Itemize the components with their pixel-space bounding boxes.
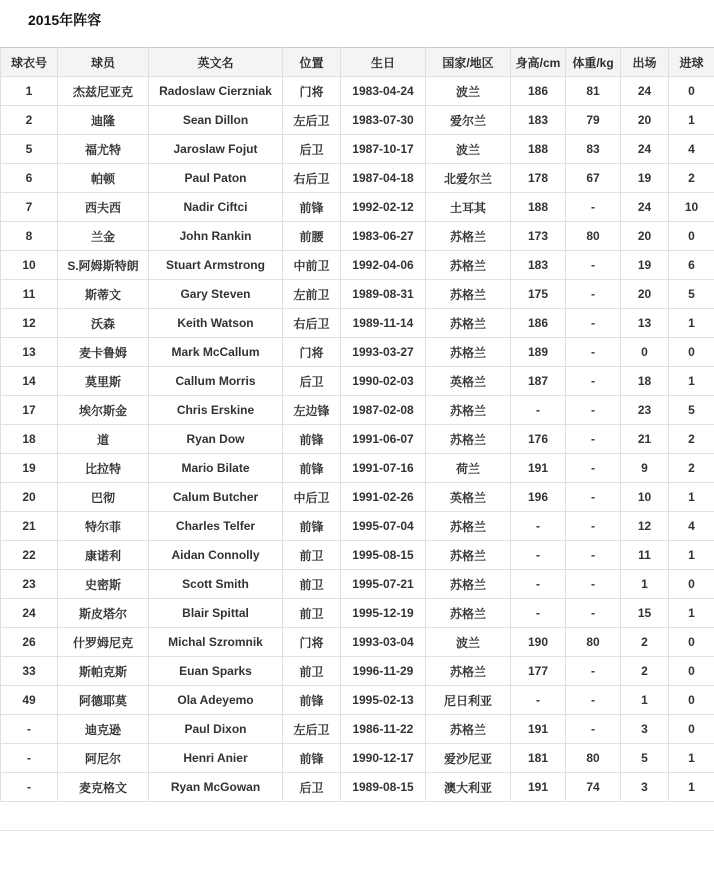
table-row <box>1 454 714 483</box>
cell: 苏格兰 <box>426 280 511 309</box>
cell: 尼日利亚 <box>426 686 511 715</box>
cell: 183 <box>511 106 566 135</box>
cell: 1992-02-12 <box>341 193 426 222</box>
cell: 1 <box>669 541 714 570</box>
cell: 191 <box>511 715 566 744</box>
cell: 波兰 <box>426 135 511 164</box>
cell: Euan Sparks <box>149 657 283 686</box>
cell: 1990-02-03 <box>341 367 426 396</box>
cell: 1993-03-27 <box>341 338 426 367</box>
cell: 12 <box>621 512 669 541</box>
cell: 188 <box>511 193 566 222</box>
cell: 186 <box>511 309 566 338</box>
cell: 21 <box>621 425 669 454</box>
cell: 莫里斯 <box>58 367 149 396</box>
cell: 兰金 <box>58 222 149 251</box>
table-row <box>1 396 714 425</box>
cell: 1983-07-30 <box>341 106 426 135</box>
cell: 24 <box>621 77 669 106</box>
cell: Michal Szromnik <box>149 628 283 657</box>
cell: 左边锋 <box>283 396 341 425</box>
cell: - <box>566 570 621 599</box>
table-row <box>1 425 714 454</box>
cell: 20 <box>621 106 669 135</box>
table-row <box>1 106 714 135</box>
cell: 0 <box>669 686 714 715</box>
cell: 北爱尔兰 <box>426 164 511 193</box>
cell: 8 <box>1 222 58 251</box>
cell: 前腰 <box>283 222 341 251</box>
cell: 2 <box>669 454 714 483</box>
cell: 康诺利 <box>58 541 149 570</box>
cell: Sean Dillon <box>149 106 283 135</box>
cell: 阿尼尔 <box>58 744 149 773</box>
cell: 苏格兰 <box>426 425 511 454</box>
cell: - <box>566 251 621 280</box>
table-row <box>1 715 714 744</box>
cell: 爱沙尼亚 <box>426 744 511 773</box>
header-row <box>1 48 714 77</box>
cell: S.阿姆斯特朗 <box>58 251 149 280</box>
cell: 道 <box>58 425 149 454</box>
cell: 前锋 <box>283 193 341 222</box>
cell: 苏格兰 <box>426 222 511 251</box>
cell: 2 <box>669 164 714 193</box>
cell: - <box>566 396 621 425</box>
cell: 2 <box>669 425 714 454</box>
cell: 斯蒂文 <box>58 280 149 309</box>
cell: Ryan McGowan <box>149 773 283 802</box>
cell: 1995-07-21 <box>341 570 426 599</box>
cell: 33 <box>1 657 58 686</box>
cell: 斯皮塔尔 <box>58 599 149 628</box>
cell: 门将 <box>283 77 341 106</box>
cell: 土耳其 <box>426 193 511 222</box>
cell: 74 <box>566 773 621 802</box>
cell: - <box>566 338 621 367</box>
cell: Calum Butcher <box>149 483 283 512</box>
cell: 15 <box>621 599 669 628</box>
cell: Chris Erskine <box>149 396 283 425</box>
cell: 波兰 <box>426 628 511 657</box>
cell: 0 <box>669 657 714 686</box>
cell: - <box>566 657 621 686</box>
cell: 前锋 <box>283 512 341 541</box>
cell: - <box>566 309 621 338</box>
cell: 83 <box>566 135 621 164</box>
table-row <box>1 657 714 686</box>
cell: 苏格兰 <box>426 715 511 744</box>
cell: 英格兰 <box>426 483 511 512</box>
cell: 中前卫 <box>283 251 341 280</box>
cell: 17 <box>1 396 58 425</box>
cell: 187 <box>511 367 566 396</box>
cell: 1989-11-14 <box>341 309 426 338</box>
cell: 1991-07-16 <box>341 454 426 483</box>
cell: - <box>511 396 566 425</box>
cell: 斯帕克斯 <box>58 657 149 686</box>
cell: Radoslaw Cierzniak <box>149 77 283 106</box>
cell: 1 <box>669 106 714 135</box>
cell: John Rankin <box>149 222 283 251</box>
cell: Mario Bilate <box>149 454 283 483</box>
cell: 2 <box>621 628 669 657</box>
cell: 4 <box>669 135 714 164</box>
cell: Paul Dixon <box>149 715 283 744</box>
cell: 190 <box>511 628 566 657</box>
cell: Gary Steven <box>149 280 283 309</box>
cell: Callum Morris <box>149 367 283 396</box>
table-row <box>1 280 714 309</box>
cell: 爱尔兰 <box>426 106 511 135</box>
cell: 6 <box>669 251 714 280</box>
cell: 杰兹尼亚克 <box>58 77 149 106</box>
page-title: 2015年阵容 <box>28 12 102 28</box>
cell: 0 <box>669 77 714 106</box>
cell: 左后卫 <box>283 715 341 744</box>
cell: - <box>511 599 566 628</box>
cell: 1 <box>669 367 714 396</box>
cell: 前锋 <box>283 686 341 715</box>
cell: Aidan Connolly <box>149 541 283 570</box>
cell: 苏格兰 <box>426 570 511 599</box>
cell: 18 <box>1 425 58 454</box>
cell: 帕顿 <box>58 164 149 193</box>
cell: 1991-06-07 <box>341 425 426 454</box>
cell: Nadir Ciftci <box>149 193 283 222</box>
cell: 前锋 <box>283 425 341 454</box>
cell: 2 <box>1 106 58 135</box>
cell: 23 <box>621 396 669 425</box>
table-row <box>1 338 714 367</box>
cell: 14 <box>1 367 58 396</box>
cell: 1995-02-13 <box>341 686 426 715</box>
column-header: 球衣号 <box>1 48 58 77</box>
cell: 176 <box>511 425 566 454</box>
cell: 10 <box>621 483 669 512</box>
cell: 1 <box>621 570 669 599</box>
cell: 前锋 <box>283 744 341 773</box>
cell: 20 <box>621 222 669 251</box>
table-row <box>1 773 714 802</box>
table-row <box>1 628 714 657</box>
cell: 苏格兰 <box>426 251 511 280</box>
cell: 1992-04-06 <box>341 251 426 280</box>
cell: 11 <box>1 280 58 309</box>
cell: 20 <box>1 483 58 512</box>
cell: 右后卫 <box>283 309 341 338</box>
cell: 4 <box>669 512 714 541</box>
cell: 1 <box>621 686 669 715</box>
cell: 波兰 <box>426 77 511 106</box>
cell: 196 <box>511 483 566 512</box>
column-header: 进球 <box>669 48 714 77</box>
table-row <box>1 135 714 164</box>
cell: 80 <box>566 744 621 773</box>
cell: 沃森 <box>58 309 149 338</box>
cell: 前卫 <box>283 541 341 570</box>
cell: Charles Telfer <box>149 512 283 541</box>
cell: 81 <box>566 77 621 106</box>
table-row <box>1 77 714 106</box>
cell: - <box>566 367 621 396</box>
cell: 特尔菲 <box>58 512 149 541</box>
cell: - <box>1 773 58 802</box>
cell: 19 <box>621 164 669 193</box>
cell: 24 <box>621 135 669 164</box>
cell: 苏格兰 <box>426 309 511 338</box>
cell: 迪隆 <box>58 106 149 135</box>
cell: 181 <box>511 744 566 773</box>
cell: 13 <box>621 309 669 338</box>
cell: 苏格兰 <box>426 541 511 570</box>
table-row <box>1 570 714 599</box>
cell: 183 <box>511 251 566 280</box>
cell: 1 <box>669 599 714 628</box>
cell: 1 <box>669 483 714 512</box>
cell: 5 <box>621 744 669 773</box>
cell: 21 <box>1 512 58 541</box>
cell: 麦卡鲁姆 <box>58 338 149 367</box>
cell: Keith Watson <box>149 309 283 338</box>
cell: 80 <box>566 222 621 251</box>
cell: 福尤特 <box>58 135 149 164</box>
cell: 24 <box>621 193 669 222</box>
cell: 门将 <box>283 628 341 657</box>
column-header: 体重/kg <box>566 48 621 77</box>
cell: Jaroslaw Fojut <box>149 135 283 164</box>
cell: - <box>511 686 566 715</box>
cell: 前卫 <box>283 599 341 628</box>
table-row <box>1 193 714 222</box>
cell: 1995-07-04 <box>341 512 426 541</box>
cell: 阿德耶莫 <box>58 686 149 715</box>
cell: 迪克逊 <box>58 715 149 744</box>
cell: 左前卫 <box>283 280 341 309</box>
table-row <box>1 309 714 338</box>
cell: 1987-02-08 <box>341 396 426 425</box>
cell: 1987-10-17 <box>341 135 426 164</box>
cell: 0 <box>669 222 714 251</box>
cell: 3 <box>621 715 669 744</box>
cell: 12 <box>1 309 58 338</box>
cell: 186 <box>511 77 566 106</box>
cell: 中后卫 <box>283 483 341 512</box>
cell: 埃尔斯金 <box>58 396 149 425</box>
cell: 0 <box>669 338 714 367</box>
cell: Paul Paton <box>149 164 283 193</box>
column-header: 出场 <box>621 48 669 77</box>
table-row <box>1 222 714 251</box>
cell: 1987-04-18 <box>341 164 426 193</box>
cell: 1995-08-15 <box>341 541 426 570</box>
cell: - <box>566 280 621 309</box>
cell: 1 <box>1 77 58 106</box>
cell: 1990-12-17 <box>341 744 426 773</box>
cell: 后卫 <box>283 773 341 802</box>
column-header: 国家/地区 <box>426 48 511 77</box>
cell: 西夫西 <box>58 193 149 222</box>
cell: 左后卫 <box>283 106 341 135</box>
squad-table-body <box>1 77 714 802</box>
cell: 0 <box>669 628 714 657</box>
cell: 191 <box>511 454 566 483</box>
cell: 5 <box>669 396 714 425</box>
cell: 49 <box>1 686 58 715</box>
cell: - <box>1 744 58 773</box>
cell: 19 <box>621 251 669 280</box>
cell: 177 <box>511 657 566 686</box>
cell: - <box>566 686 621 715</box>
cell: 1986-11-22 <box>341 715 426 744</box>
cell: 前锋 <box>283 454 341 483</box>
cell: 前卫 <box>283 657 341 686</box>
table-row <box>1 599 714 628</box>
cell: Henri Anier <box>149 744 283 773</box>
cell: 比拉特 <box>58 454 149 483</box>
column-header: 英文名 <box>149 48 283 77</box>
cell: 1 <box>669 773 714 802</box>
cell: Ola Adeyemo <box>149 686 283 715</box>
cell: - <box>566 454 621 483</box>
cell: 澳大利亚 <box>426 773 511 802</box>
cell: 10 <box>1 251 58 280</box>
cell: Scott Smith <box>149 570 283 599</box>
cell: 荷兰 <box>426 454 511 483</box>
squad-table <box>0 47 714 802</box>
cell: 什罗姆尼克 <box>58 628 149 657</box>
table-row <box>1 251 714 280</box>
cell: 1996-11-29 <box>341 657 426 686</box>
cell: 前卫 <box>283 570 341 599</box>
cell: 22 <box>1 541 58 570</box>
cell: 苏格兰 <box>426 338 511 367</box>
cell: 2 <box>621 657 669 686</box>
cell: 188 <box>511 135 566 164</box>
cell: 1989-08-15 <box>341 773 426 802</box>
table-row <box>1 367 714 396</box>
cell: - <box>566 512 621 541</box>
cell: - <box>566 541 621 570</box>
cell: 门将 <box>283 338 341 367</box>
cell: 1983-04-24 <box>341 77 426 106</box>
column-header: 生日 <box>341 48 426 77</box>
cell: 苏格兰 <box>426 512 511 541</box>
cell: 7 <box>1 193 58 222</box>
cell: 67 <box>566 164 621 193</box>
cell: 苏格兰 <box>426 599 511 628</box>
cell: 173 <box>511 222 566 251</box>
cell: 13 <box>1 338 58 367</box>
cell: 6 <box>1 164 58 193</box>
cell: 20 <box>621 280 669 309</box>
cell: 后卫 <box>283 135 341 164</box>
cell: - <box>511 541 566 570</box>
cell: 191 <box>511 773 566 802</box>
cell: - <box>566 193 621 222</box>
cell: Ryan Dow <box>149 425 283 454</box>
cell: 1995-12-19 <box>341 599 426 628</box>
table-row <box>1 483 714 512</box>
cell: - <box>566 425 621 454</box>
cell: 80 <box>566 628 621 657</box>
cell: 苏格兰 <box>426 657 511 686</box>
bottom-divider <box>0 830 714 831</box>
table-row <box>1 164 714 193</box>
cell: 3 <box>621 773 669 802</box>
cell: Mark McCallum <box>149 338 283 367</box>
cell: 5 <box>1 135 58 164</box>
table-row <box>1 512 714 541</box>
cell: 1 <box>669 744 714 773</box>
cell: 后卫 <box>283 367 341 396</box>
cell: 右后卫 <box>283 164 341 193</box>
cell: - <box>1 715 58 744</box>
cell: Blair Spittal <box>149 599 283 628</box>
cell: 5 <box>669 280 714 309</box>
table-row <box>1 541 714 570</box>
cell: 0 <box>669 715 714 744</box>
cell: 9 <box>621 454 669 483</box>
cell: 175 <box>511 280 566 309</box>
cell: 1993-03-04 <box>341 628 426 657</box>
table-row <box>1 686 714 715</box>
column-header: 球员 <box>58 48 149 77</box>
cell: 10 <box>669 193 714 222</box>
cell: 24 <box>1 599 58 628</box>
table-row <box>1 744 714 773</box>
squad-table-header <box>1 48 714 77</box>
cell: - <box>566 599 621 628</box>
cell: 79 <box>566 106 621 135</box>
cell: 苏格兰 <box>426 396 511 425</box>
cell: 麦克格文 <box>58 773 149 802</box>
cell: 史密斯 <box>58 570 149 599</box>
cell: 11 <box>621 541 669 570</box>
cell: Stuart Armstrong <box>149 251 283 280</box>
cell: - <box>566 715 621 744</box>
cell: - <box>511 512 566 541</box>
cell: 189 <box>511 338 566 367</box>
cell: 26 <box>1 628 58 657</box>
cell: 1989-08-31 <box>341 280 426 309</box>
cell: 178 <box>511 164 566 193</box>
cell: - <box>566 483 621 512</box>
cell: 0 <box>669 570 714 599</box>
column-header: 身高/cm <box>511 48 566 77</box>
cell: 18 <box>621 367 669 396</box>
column-header: 位置 <box>283 48 341 77</box>
cell: 巴彻 <box>58 483 149 512</box>
cell: 1 <box>669 309 714 338</box>
cell: 19 <box>1 454 58 483</box>
cell: 1991-02-26 <box>341 483 426 512</box>
cell: 23 <box>1 570 58 599</box>
cell: 0 <box>621 338 669 367</box>
cell: - <box>511 570 566 599</box>
cell: 英格兰 <box>426 367 511 396</box>
cell: 1983-06-27 <box>341 222 426 251</box>
